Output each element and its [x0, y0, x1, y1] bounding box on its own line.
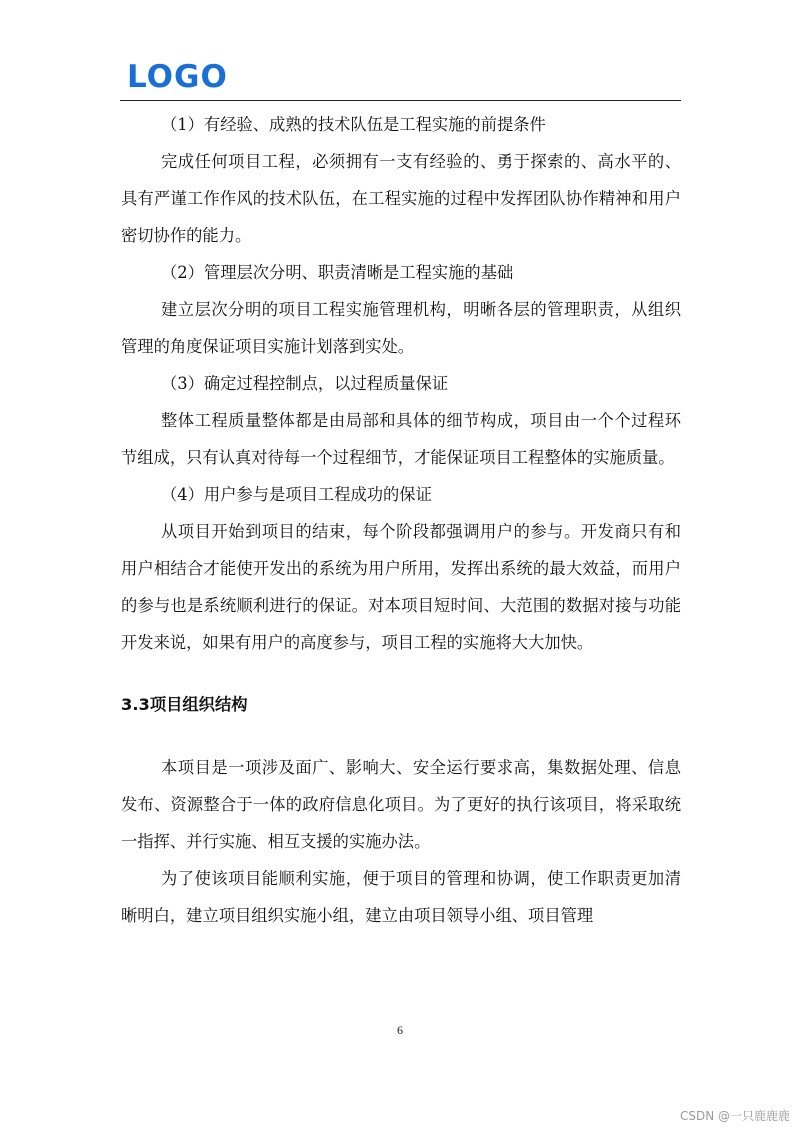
subheading-3: （3）确定过程控制点，以过程质量保证	[161, 374, 449, 393]
section-heading: 3.3项目组织结构	[121, 695, 248, 714]
subheading-4: （4）用户参与是项目工程成功的保证	[161, 485, 432, 504]
paragraph-4: 从项目开始到项目的结束，每个阶段都强调用户的参与。开发商只有和用户相结合才能使开发出的系统为用户所用，发挥出系统的最大效益，而用户的参与也是系统顺利进行的保证。对本项目短时间、大范围的数据对接与功能开发来说，如果有用户的高度参与，项目工程的实施将大大加快。	[121, 522, 681, 652]
subheading-1: （1）有经验、成熟的技术队伍是工程实施的前提条件	[161, 115, 546, 134]
paragraph-2: 建立层次分明的项目工程实施管理机构，明晰各层的管理职责，从组织管理的角度保证项目实施计划落到实处。	[121, 300, 681, 356]
paragraph-5: 本项目是一项涉及面广、影响大、安全运行要求高，集数据处理、信息发布、资源整合于一体的政府信息化项目。为了更好的执行该项目，将采取统一指挥、并行实施、相互支援的实施办法。	[121, 758, 681, 851]
paragraph-6: 为了使该项目能顺利实施，便于项目的管理和协调，使工作职责更加清晰明白，建立项目组织实施小组，建立由项目领导小组、项目管理	[121, 869, 681, 925]
watermark: CSDN @一只鹿鹿鹿	[679, 1109, 790, 1123]
paragraph-1: 完成任何项目工程，必须拥有一支有经验的、勇于探索的、高水平的、具有严谨工作作风的技术队伍，在工程实施的过程中发挥团队协作精神和用户密切协作的能力。	[121, 152, 681, 245]
document-body	[121, 106, 681, 934]
page-number: 6	[397, 1023, 403, 1037]
header-rule	[120, 100, 681, 101]
paragraph-3: 整体工程质量整体都是由局部和具体的细节构成，项目由一个个过程环节组成，只有认真对待每一个过程细节，才能保证项目工程整体的实施质量。	[121, 411, 681, 467]
subheading-2: （2）管理层次分明、职责清晰是工程实施的基础	[161, 263, 514, 282]
logo: LOGO	[127, 59, 228, 95]
